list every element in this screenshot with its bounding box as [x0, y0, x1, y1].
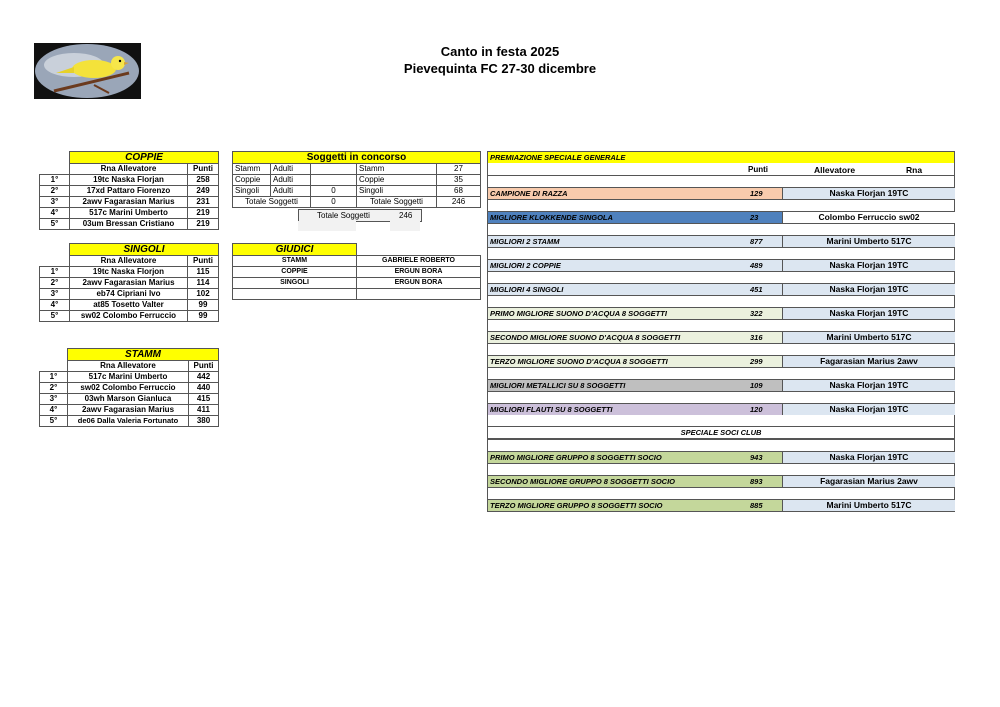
grey-band-right: [390, 221, 420, 231]
award-winner: Marini Umberto 517C: [826, 500, 912, 510]
table-row: [233, 289, 481, 300]
table-row: 1° 19tc Naska Florjan 258: [40, 175, 219, 186]
award-category: TERZO MIGLIORE SUONO D'ACQUA 8 SOGGETTI: [490, 357, 668, 366]
award-category-cell: [488, 452, 782, 463]
award-winner-cell: [782, 356, 955, 367]
spacer-row: [487, 199, 955, 211]
award-winner: Naska Florjan 19TC: [829, 284, 909, 294]
award-winner-cell: [782, 284, 955, 295]
award-category: MIGLIORE KLOKKENDE SINGOLA: [490, 213, 613, 222]
award-category-cell: [488, 476, 782, 487]
premiazione-title: PREMIAZIONE SPECIALE GENERALE: [487, 151, 955, 163]
table-row: 4° 517c Marini Umberto 219: [40, 208, 219, 219]
award-category: SECONDO MIGLIORE SUONO D'ACQUA 8 SOGGETTI: [490, 333, 681, 342]
table-row: Coppie Adulti Coppie 35: [233, 175, 481, 186]
table-row: SINGOLI ERGUN BORA: [233, 278, 481, 289]
page-title-line2: Pievequinta FC 27-30 dicembre: [403, 61, 597, 76]
award-category: MIGLIORI FLAUTI SU 8 SOGGETTI: [490, 405, 613, 414]
award-category-cell: [488, 188, 782, 199]
singoli-table: [39, 243, 219, 322]
award-row: [487, 379, 955, 391]
award-row: [487, 331, 955, 343]
award-winner-cell: [782, 380, 955, 391]
award-row: [487, 451, 955, 463]
award-category: CAMPIONE DI RAZZA: [490, 189, 568, 198]
award-category-cell: [488, 404, 782, 415]
spacer-row: [487, 223, 955, 235]
grey-band-left: [298, 221, 356, 231]
coppie-table: [39, 151, 219, 230]
award-category: MIGLIORI METALLICI SU 8 SOGGETTI: [490, 381, 626, 390]
award-winner: Naska Florjan 19TC: [829, 308, 909, 318]
award-winner: Marini Umberto 517C: [826, 332, 912, 342]
award-winner: Naska Florjan 19TC: [829, 260, 909, 270]
award-winner: Fagarasian Marius 2awv: [820, 356, 918, 366]
award-category: MIGLIORI 2 STAMM: [490, 237, 560, 246]
award-category-cell: [488, 284, 782, 295]
soggetti-table: [232, 151, 481, 208]
award-points: 885: [750, 501, 763, 510]
table-row: Stamm Adulti Stamm 27: [233, 164, 481, 175]
award-row: [487, 307, 955, 319]
award-winner: Marini Umberto 517C: [826, 236, 912, 246]
award-points: 943: [750, 453, 763, 462]
spacer-row: [487, 295, 955, 307]
table-row: 4° 2awv Fagarasian Marius 411: [40, 405, 219, 416]
table-row: 2° 2awv Fagarasian Marius 114: [40, 278, 219, 289]
award-points: 299: [750, 357, 763, 366]
grand-total: Totale Soggetti 246: [298, 209, 422, 222]
award-row: [487, 259, 955, 271]
award-points: 120: [750, 405, 763, 414]
soci-title: SPECIALE SOCI CLUB: [487, 426, 955, 439]
award-points: 489: [750, 261, 763, 270]
award-row: [487, 355, 955, 367]
award-category-cell: [488, 236, 782, 247]
singoli-title: SINGOLI: [70, 244, 219, 256]
award-winner-cell: [782, 260, 955, 271]
table-row: 1° 19tc Naska Florjon 115: [40, 267, 219, 278]
award-winner: Naska Florjan 19TC: [829, 380, 909, 390]
premiazione-rows: [487, 175, 955, 415]
table-row: Singoli Adulti 0 Singoli 68: [233, 186, 481, 197]
award-row: [487, 475, 955, 487]
soggetti-title: Soggetti in concorso: [233, 152, 481, 164]
spacer-row: [487, 487, 955, 499]
table-row: 1° 517c Marini Umberto 442: [40, 372, 219, 383]
award-category: PRIMO MIGLIORE GRUPPO 8 SOGGETTI SOCIO: [490, 453, 662, 462]
spacer-row: [487, 367, 955, 379]
spacer-row: [487, 463, 955, 475]
table-row: 5° 03um Bressan Cristiano 219: [40, 219, 219, 230]
award-row: [487, 235, 955, 247]
table-row: 3° 03wh Marson Gianluca 415: [40, 394, 219, 405]
award-winner-cell: [782, 404, 955, 415]
coppie-col-rna: Rna Allevatore: [70, 164, 188, 175]
award-category: TERZO MIGLIORE GRUPPO 8 SOGGETTI SOCIO: [490, 501, 663, 510]
table-row: 3° 2awv Fagarasian Marius 231: [40, 197, 219, 208]
stamm-col-punti: Punti: [189, 361, 219, 372]
stamm-col-rna: Rna Allevatore: [68, 361, 189, 372]
award-points: 129: [750, 189, 763, 198]
table-row: 4° at85 Tosetto Valter 99: [40, 300, 219, 311]
award-points: 109: [750, 381, 763, 390]
award-category-cell: [488, 260, 782, 271]
award-row: [487, 187, 955, 199]
table-row: 5° sw02 Colombo Ferruccio 99: [40, 311, 219, 322]
spacer-row: [487, 247, 955, 259]
award-row: [487, 499, 955, 512]
award-row: [487, 211, 955, 223]
giudici-table: [232, 243, 481, 300]
spacer-row: [487, 271, 955, 283]
stamm-title: STAMM: [68, 349, 219, 361]
singoli-col-rna: Rna Allevatore: [70, 256, 188, 267]
premiazione-header: Punti Allevatore Rna: [487, 163, 955, 175]
award-points: 322: [750, 309, 763, 318]
award-points: 877: [750, 237, 763, 246]
award-points: 316: [750, 333, 763, 342]
award-row: [487, 403, 955, 415]
coppie-col-punti: Punti: [188, 164, 219, 175]
award-category: SECONDO MIGLIORE GRUPPO 8 SOGGETTI SOCIO: [490, 477, 676, 486]
award-points: 893: [750, 477, 763, 486]
award-category: MIGLIORI 2 COPPIE: [490, 261, 561, 270]
award-winner: Naska Florjan 19TC: [829, 452, 909, 462]
award-winner: Naska Florjan 19TC: [829, 188, 909, 198]
premiazione-panel: [487, 151, 955, 512]
award-winner-cell: [782, 236, 955, 247]
stamm-table: [39, 348, 219, 427]
award-category-cell: [488, 500, 782, 511]
award-points: 23: [750, 213, 759, 222]
award-winner-cell: [782, 476, 955, 487]
spacer-row: [487, 439, 955, 451]
spacer-row: [487, 391, 955, 403]
table-row: 3° eb74 Cipriani Ivo 102: [40, 289, 219, 300]
spacer-row: [487, 175, 955, 187]
award-winner-cell: [782, 212, 955, 223]
table-row: 2° sw02 Colombo Ferruccio 440: [40, 383, 219, 394]
award-winner-cell: [782, 308, 955, 319]
award-category-cell: [488, 308, 782, 319]
award-points: 451: [750, 285, 763, 294]
canary-logo: [34, 43, 141, 99]
spacer-row: [487, 343, 955, 355]
award-winner: Fagarasian Marius 2awv: [820, 476, 918, 486]
award-winner-cell: [782, 452, 955, 463]
award-row: [487, 283, 955, 295]
table-row-totale: Totale Soggetti 0 Totale Soggetti 246: [233, 197, 481, 208]
table-row: 5° de06 Dalla Valeria Fortunato 380: [40, 416, 219, 427]
award-category-cell: [488, 380, 782, 391]
singoli-col-punti: Punti: [188, 256, 219, 267]
giudici-title: GIUDICI: [233, 244, 357, 256]
page-title-line1: Canto in festa 2025: [440, 44, 560, 59]
award-winner-cell: [782, 500, 955, 511]
award-winner: Colombo Ferruccio sw02: [818, 212, 920, 222]
soci-rows: [487, 439, 955, 512]
coppie-title: COPPIE: [70, 152, 219, 164]
table-row: 2° 17xd Pattaro Fiorenzo 249: [40, 186, 219, 197]
award-winner-cell: [782, 332, 955, 343]
award-category-cell: [488, 332, 782, 343]
award-winner: Naska Florjan 19TC: [829, 404, 909, 414]
award-category: PRIMO MIGLIORE SUONO D'ACQUA 8 SOGGETTI: [490, 309, 667, 318]
award-category: MIGLIORI 4 SINGOLI: [490, 285, 564, 294]
award-category-cell: [488, 356, 782, 367]
spacer-row: [487, 319, 955, 331]
award-category-cell: [488, 212, 782, 223]
table-row: COPPIE ERGUN BORA: [233, 267, 481, 278]
award-winner-cell: [782, 188, 955, 199]
table-row: STAMM GABRIELE ROBERTO: [233, 256, 481, 267]
